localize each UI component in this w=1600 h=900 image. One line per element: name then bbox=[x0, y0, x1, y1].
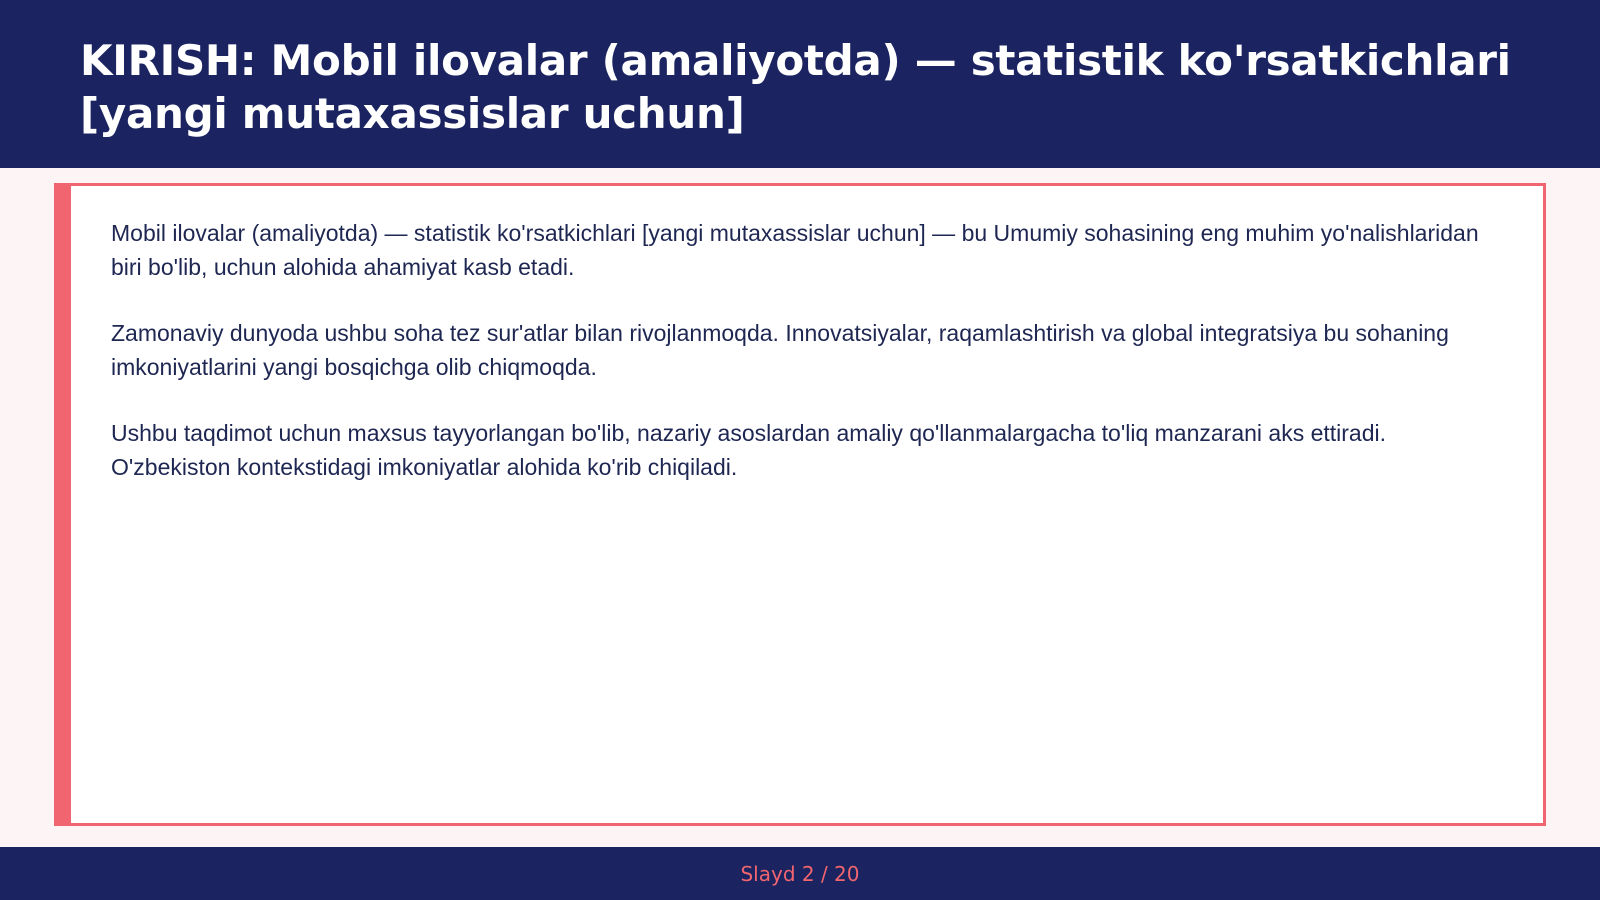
slide-footer bbox=[0, 847, 1600, 900]
intro-paragraph: Mobil ilovalar (amaliyotda) — statistik ko'rsatkichlari [yangi mutaxassislar uchun] — bu Umumiy sohasining eng muhim yo'nalishlaridan biri bo'lib, uchun alohida ahamiyat kasb etadi. bbox=[111, 220, 1479, 280]
slide-number: Slayd 2 / 20 bbox=[740, 861, 860, 886]
slide-header bbox=[0, 0, 1600, 168]
content-card bbox=[54, 183, 1546, 826]
slide-title: KIRISH: Mobil ilovalar (amaliyotda) — statistik ko'rsatkichlari [yangi mutaxassislar uchun] bbox=[80, 36, 1511, 138]
purpose-paragraph: Ushbu taqdimot uchun maxsus tayyorlangan bo'lib, nazariy asoslardan amaliy qo'llanmalargacha to'liq manzarani aks ettiradi. O'zbekiston kontekstidagi imkoniyatlar alohida ko'rib chiqiladi. bbox=[111, 420, 1387, 480]
context-paragraph: Zamonaviy dunyoda ushbu soha tez sur'atlar bilan rivojlanmoqda. Innovatsiyalar, raqamlashtirish va global integratsiya bu sohaning imkoniyatlarini yangi bosqichga olib chiqmoqda. bbox=[111, 320, 1449, 380]
